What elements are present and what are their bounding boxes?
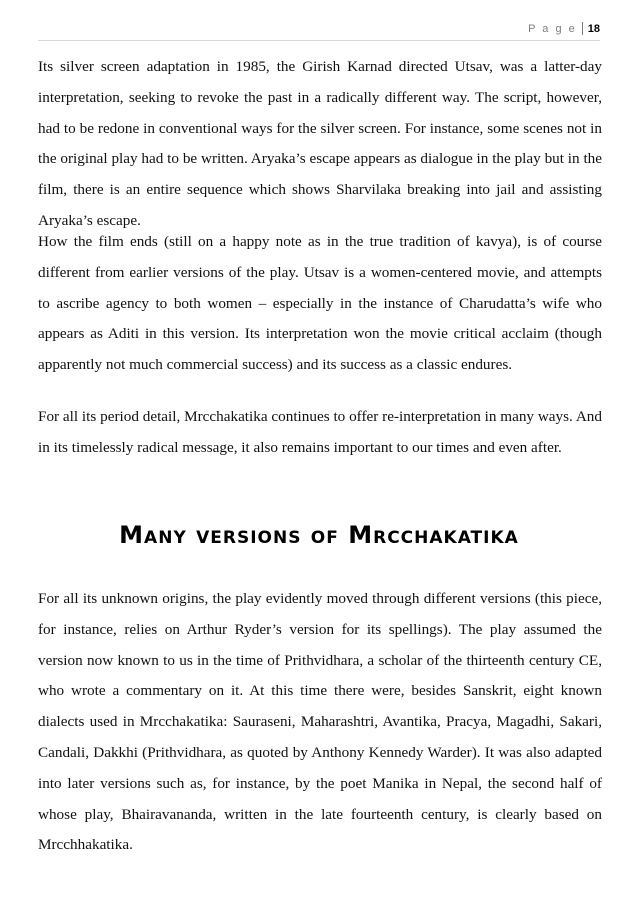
header-rule	[38, 40, 600, 41]
paragraph-utsav-adaptation: Its silver screen adaptation in 1985, the Girish Karnad directed Utsav, was a latter-day interpretation, seeking to revoke the past in a radically different way. The script, however, had to be redone in conventional ways for the silver screen. For instance, some scenes not in the original play had to be written. Aryaka’s escape appears as dialogue in the play but in the film, there is an entire sequence which shows Sharvilaka breaking into jail and assisting Aryaka’s escape.	[38, 58, 602, 229]
page-number: 18	[587, 22, 600, 35]
page-label: P a g e	[528, 22, 577, 35]
paragraph-period-detail: For all its period detail, Mrcchakatika continues to offer re-interpretation in many ways. And in its timelessly radical message, it also remains important to our times and even after.	[38, 408, 602, 456]
header-separator	[582, 22, 583, 35]
section-heading: Many versions of Mrcchakatika	[119, 521, 519, 549]
paragraph-versions: For all its unknown origins, the play evidently moved through different versions (this piece, for instance, relies on Arthur Ryder’s version for its spellings). The play assumed the version now known to us in the time of Prithvidhara, a scholar of the thirteenth century CE, who wrote a commentary on it. At this time there were, besides Sanskrit, eight known dialects used in Mrcchakatika: Sauraseni, Maharashtri, Avantika, Pracya, Magadhi, Sakari, Candali, Dakkhi (Prithvidhara, as quoted by Anthony Kennedy Warder). It was also adapted into later versions such as, for instance, by the poet Manika in Nepal, the second half of whose play, Bhairavananda, written in the late fourteenth century, is clearly based on Mrcchhakatika.	[38, 590, 602, 854]
paragraph-film-ending: How the film ends (still on a happy note as in the true tradition of kavya), is of course different from earlier versions of the play. Utsav is a women-centered movie, and attempts to ascribe agency to both women – especially in the instance of Charudatta’s wife who appears as Aditi in this version. Its interpretation won the movie critical acclaim (though apparently not much commercial success) and its success as a classic endures.	[38, 233, 602, 374]
page-header	[528, 22, 600, 35]
